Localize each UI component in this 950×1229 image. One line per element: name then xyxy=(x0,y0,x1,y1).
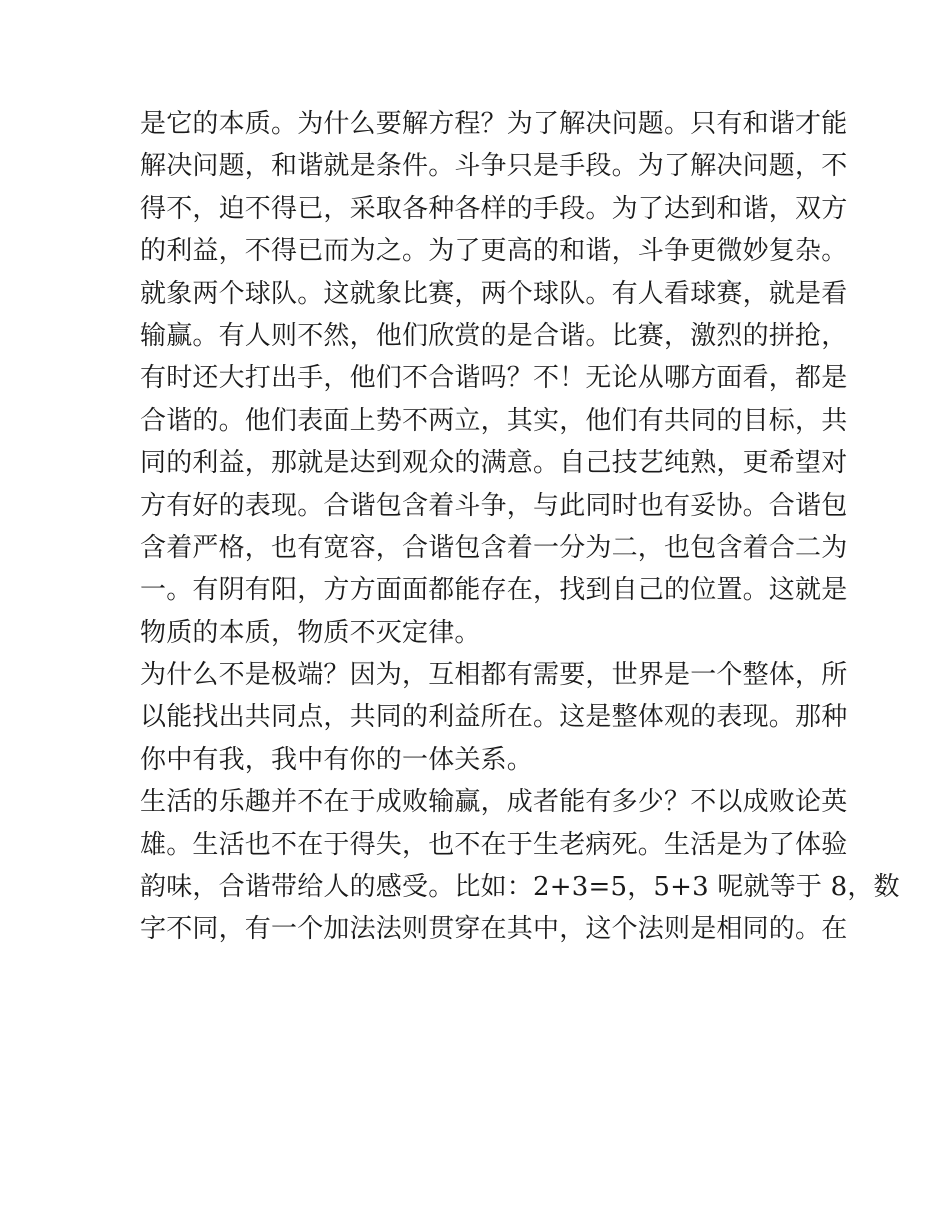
text-line: 方有好的表现。合谐包含着斗争，与此同时也有妥协。合谐包 xyxy=(140,490,848,521)
text-line: 字不同，有一个加法法则贯穿在其中，这个法则是相同的。在 xyxy=(140,914,848,945)
text-line: 合谐的。他们表面上势不两立，其实，他们有共同的目标，共 xyxy=(140,405,848,436)
text-line: 雄。生活也不在于得失，也不在于生老病死。生活是为了体验 xyxy=(140,829,848,860)
text-line: 有时还大打出手，他们不合谐吗？不！无论从哪方面看，都是 xyxy=(140,363,848,394)
text-line: 输赢。有人则不然，他们欣赏的是合谐。比赛，激烈的拼抢， xyxy=(140,320,848,351)
text-line: 同的利益，那就是达到观众的满意。自己技艺纯熟，更希望对 xyxy=(140,448,848,479)
text-line: 韵味，合谐带给人的感受。比如：2+3=5，5+3 呢就等于 8，数 xyxy=(140,872,900,903)
text-line: 就象两个球队。这就象比赛，两个球队。有人看球赛，就是看 xyxy=(140,278,848,309)
body-text xyxy=(140,108,900,956)
text-line: 生活的乐趣并不在于成败输赢，成者能有多少？不以成败论英 xyxy=(140,787,848,818)
text-line: 以能找出共同点，共同的利益所在。这是整体观的表现。那种 xyxy=(140,702,848,733)
text-line: 一。有阴有阳，方方面面都能存在，找到自己的位置。这就是 xyxy=(140,575,848,606)
text-line: 含着严格，也有宽容，合谐包含着一分为二，也包含着合二为 xyxy=(140,532,848,563)
text-line: 得不，迫不得已，采取各种各样的手段。为了达到和谐，双方 xyxy=(140,193,848,224)
text-line: 你中有我，我中有你的一体关系。 xyxy=(140,744,534,775)
text-line: 为什么不是极端？因为，互相都有需要，世界是一个整体，所 xyxy=(140,660,848,691)
text-line: 解决问题，和谐就是条件。斗争只是手段。为了解决问题，不 xyxy=(140,151,848,182)
text-line: 是它的本质。为什么要解方程？为了解决问题。只有和谐才能 xyxy=(140,109,848,139)
text-line: 的利益，不得已而为之。为了更高的和谐，斗争更微妙复杂。 xyxy=(140,236,848,267)
text-line: 物质的本质，物质不灭定律。 xyxy=(140,617,481,648)
